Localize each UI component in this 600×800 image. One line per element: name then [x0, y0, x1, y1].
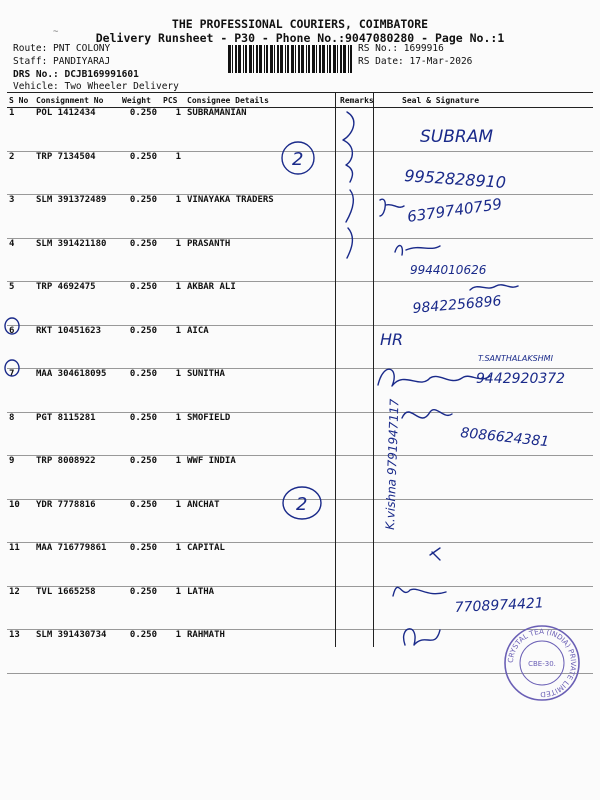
col-seal-signature: Seal & Signature	[372, 93, 593, 108]
cell-remarks	[337, 412, 372, 456]
vehicle-label: Vehicle: Two Wheeler Delivery	[13, 81, 179, 92]
cell-sno: 11	[7, 543, 33, 587]
cell-sno: 7	[7, 369, 33, 413]
barcode-bar	[277, 45, 279, 73]
cell-remarks	[337, 586, 372, 630]
cell-remarks	[337, 108, 372, 152]
barcode-bar	[319, 45, 321, 73]
cell-remarks	[337, 195, 372, 239]
barcode-bar	[228, 45, 231, 73]
barcode-bar	[316, 45, 317, 73]
row4-phone: 9944010626	[410, 263, 487, 277]
cell-pcs: 1	[160, 369, 184, 413]
cell-sno: 2	[7, 151, 33, 195]
barcode-bar	[249, 45, 252, 73]
cell-consignment: SLM 391421180	[33, 238, 119, 282]
barcode-bar	[306, 45, 307, 73]
cell-pcs: 1	[160, 456, 184, 500]
cell-pcs: 1	[160, 282, 184, 326]
cell-remarks	[337, 369, 372, 413]
table-row	[7, 412, 593, 456]
cell-consignment: TRP 7134504	[33, 151, 119, 195]
barcode-bar	[253, 45, 254, 73]
company-title: THE PROFESSIONAL COURIERS, COIMBATORE	[171, 17, 429, 31]
table-row	[7, 151, 593, 195]
cell-consignee: SMOFIELD	[184, 412, 337, 456]
barcode-bar	[327, 45, 328, 73]
barcode-bar	[322, 45, 325, 73]
barcode-bar	[312, 45, 315, 73]
cell-weight: 0.250	[119, 499, 160, 543]
remarks-right-rule	[373, 92, 374, 647]
cell-consignee: RAHMATH	[184, 630, 337, 674]
col-consignee: Consignee Details	[184, 93, 337, 108]
cell-sno: 1	[7, 108, 33, 152]
cell-weight: 0.250	[119, 238, 160, 282]
row12-phone: 7708974421	[454, 595, 545, 616]
barcode-bar	[301, 45, 304, 73]
drs-label: DRS No.: DCJB169991601	[13, 69, 139, 80]
cell-sno: 5	[7, 282, 33, 326]
barcode-bar	[350, 45, 352, 73]
cell-consignee: LATHA	[184, 586, 337, 630]
barcode-bar	[285, 45, 286, 73]
cell-seal	[372, 456, 593, 500]
cell-sno: 13	[7, 630, 33, 674]
barcode-bar	[232, 45, 233, 73]
remarks-left-rule	[335, 92, 336, 647]
runsheet-table	[7, 92, 593, 674]
cell-consignee: CAPITAL	[184, 543, 337, 587]
row1-signature: SUBRAM	[420, 127, 494, 147]
cell-pcs: 1	[160, 543, 184, 587]
table-row	[7, 108, 593, 152]
barcode-bar	[238, 45, 241, 73]
cell-seal	[372, 499, 593, 543]
barcode-bar	[256, 45, 258, 73]
table-row	[7, 456, 593, 500]
circled-two: 2	[292, 149, 304, 170]
barcode-bar	[343, 45, 346, 73]
cell-consignee: AICA	[184, 325, 337, 369]
cell-sno: 12	[7, 586, 33, 630]
row7-name: T.SANTHALAKSHMI	[478, 354, 553, 363]
table-row	[7, 586, 593, 630]
cell-weight: 0.250	[119, 282, 160, 326]
table-row	[7, 499, 593, 543]
cell-pcs: 1	[160, 195, 184, 239]
barcode-bar	[291, 45, 294, 73]
cell-consignment: RKT 10451623	[33, 325, 119, 369]
cell-consignment: MAA 304618095	[33, 369, 119, 413]
table-row	[7, 282, 593, 326]
cell-pcs: 1	[160, 151, 184, 195]
barcode-bar	[280, 45, 283, 73]
cell-seal	[372, 412, 593, 456]
table-row	[7, 543, 593, 587]
cell-sno: 10	[7, 499, 33, 543]
cell-pcs: 1	[160, 108, 184, 152]
cell-sno: 9	[7, 456, 33, 500]
cell-consignment: SLM 391430734	[33, 630, 119, 674]
cell-pcs: 1	[160, 325, 184, 369]
table-row	[7, 325, 593, 369]
cell-consignment: YDR 7778816	[33, 499, 119, 543]
rs-date: RS Date: 17-Mar-2026	[358, 56, 473, 67]
cell-consignment: TVL 1665258	[33, 586, 119, 630]
barcode-bar	[274, 45, 275, 73]
col-sno: S No	[7, 93, 33, 108]
cell-weight: 0.250	[119, 630, 160, 674]
seal-ring-text: CRYSTAL TEA (INDIA) PRIVATE LIMITED	[505, 626, 579, 700]
cell-remarks	[337, 151, 372, 195]
cell-consignee: ANCHAT	[184, 499, 337, 543]
cell-weight: 0.250	[119, 456, 160, 500]
cell-seal	[372, 108, 593, 152]
cell-seal	[372, 369, 593, 413]
cell-seal	[372, 586, 593, 630]
rs-number: RS No.: 1699916	[358, 43, 444, 54]
col-consignment: Consignment No	[33, 93, 119, 108]
cell-weight: 0.250	[119, 543, 160, 587]
table-row	[7, 369, 593, 413]
cell-consignee	[184, 151, 337, 195]
col-weight: Weight	[119, 93, 160, 108]
col-remarks: Remarks	[337, 93, 372, 108]
cell-consignee: PRASANTH	[184, 238, 337, 282]
row2-phone: 9952828910	[403, 166, 507, 193]
runsheet-subtitle: Delivery Runsheet - P30 - Phone No.:9047080280 - Page No.:1	[95, 31, 505, 45]
cell-sno: 4	[7, 238, 33, 282]
row3-phone: 6379740759	[406, 194, 504, 226]
cell-consignee: WWF INDIA	[184, 456, 337, 500]
cell-remarks	[337, 499, 372, 543]
barcode-bar	[308, 45, 310, 73]
cell-consignment: MAA 716779861	[33, 543, 119, 587]
cell-pcs: 1	[160, 499, 184, 543]
staff-label: Staff: PANDIYARAJ	[13, 56, 111, 67]
cell-sno: 3	[7, 195, 33, 239]
cell-pcs: 1	[160, 412, 184, 456]
company-seal	[503, 624, 581, 702]
route-label: Route: PNT COLONY	[13, 43, 111, 54]
corner-mark: ~	[53, 27, 59, 37]
cell-consignee: SUNITHA	[184, 369, 337, 413]
barcode-bar	[340, 45, 342, 73]
cell-weight: 0.250	[119, 151, 160, 195]
cell-seal	[372, 325, 593, 369]
cell-pcs: 1	[160, 238, 184, 282]
row7-phone: 9442920372	[476, 371, 566, 387]
cell-consignment: SLM 391372489	[33, 195, 119, 239]
cell-seal	[372, 238, 593, 282]
barcode-bar	[235, 45, 237, 73]
cell-seal	[372, 543, 593, 587]
cell-seal	[372, 151, 593, 195]
cell-pcs: 1	[160, 630, 184, 674]
cell-pcs: 1	[160, 586, 184, 630]
cell-remarks	[337, 543, 372, 587]
barcode	[228, 45, 354, 73]
cell-consignee: SUBRAMANIAN	[184, 108, 337, 152]
barcode-bar	[245, 45, 247, 73]
cell-remarks	[337, 282, 372, 326]
row8-phone: 8086624381	[459, 425, 550, 451]
barcode-bar	[348, 45, 349, 73]
seal-center-text: CBE-30.	[528, 660, 556, 668]
circled-two: 2	[296, 494, 308, 515]
cell-seal	[372, 195, 593, 239]
table-header	[7, 93, 593, 108]
barcode-bar	[298, 45, 300, 73]
barcode-bar	[337, 45, 338, 73]
cell-consignment: TRP 8008922	[33, 456, 119, 500]
table-row	[7, 195, 593, 239]
barcode-bar	[243, 45, 244, 73]
cell-seal	[372, 282, 593, 326]
cell-weight: 0.250	[119, 195, 160, 239]
cell-sno: 6	[7, 325, 33, 369]
row10-vertical-note: K.vishna 9791947117	[383, 398, 402, 531]
barcode-bar	[266, 45, 268, 73]
cell-consignee: AKBAR ALI	[184, 282, 337, 326]
row5-phone: 9842256896	[411, 293, 503, 317]
barcode-bar	[287, 45, 289, 73]
barcode-bar	[295, 45, 296, 73]
barcode-bar	[270, 45, 273, 73]
cell-consignment: PGT 8115281	[33, 412, 119, 456]
col-pcs: PCS	[160, 93, 184, 108]
cell-weight: 0.250	[119, 586, 160, 630]
barcode-bar	[329, 45, 331, 73]
cell-remarks	[337, 630, 372, 674]
table-row	[7, 238, 593, 282]
cell-weight: 0.250	[119, 108, 160, 152]
cell-weight: 0.250	[119, 369, 160, 413]
barcode-bar	[333, 45, 336, 73]
cell-sno: 8	[7, 412, 33, 456]
cell-consignee: VINAYAKA TRADERS	[184, 195, 337, 239]
cell-remarks	[337, 456, 372, 500]
cell-remarks	[337, 238, 372, 282]
barcode-bar	[264, 45, 265, 73]
cell-consignment: TRP 4692475	[33, 282, 119, 326]
cell-weight: 0.250	[119, 412, 160, 456]
cell-remarks	[337, 325, 372, 369]
cell-weight: 0.250	[119, 325, 160, 369]
cell-consignment: POL 1412434	[33, 108, 119, 152]
row6-initials: HR	[380, 330, 404, 349]
barcode-bar	[259, 45, 262, 73]
